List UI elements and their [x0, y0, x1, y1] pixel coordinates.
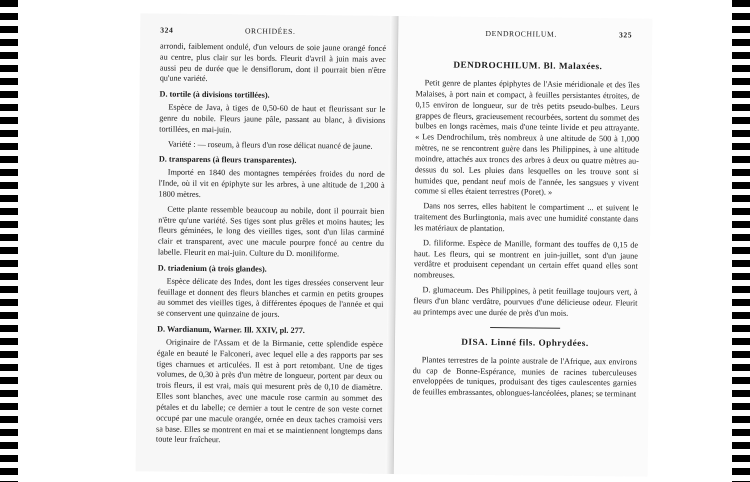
species-heading: D. triadenium (à trois glandes).: [157, 263, 267, 274]
genus-heading: DISA. Linné fils. Ophrydées.: [461, 336, 589, 348]
species-entry: D. filiforme. Espèce de Manille, formant des touffes de 0,15 de haut. Les fleurs, qui se montrent en juin-juillet, sont d'un jaune verdâtre et produisent cependant un certain effet quand elles sont nombreuses.: [413, 238, 639, 280]
left-page-number: 324: [160, 25, 174, 35]
right-page: [394, 16, 653, 477]
genus-heading: DENDROCHILUM. Bl. Malaxées.: [453, 59, 603, 72]
right-frame-strip: [732, 0, 750, 482]
left-page: [136, 13, 399, 474]
paragraph: Espèce délicate des Indes, dont les tiges dressées conservent leur feuillage et donnent des fleurs blanches et carmin en petits groupes au sommet des vieilles tiges, à différentes époques de l'année et qui se conservent une quinzaine de jours.: [157, 276, 384, 320]
right-running-head: DENDROCHILUM.: [485, 28, 557, 39]
paragraph: arrondi, faiblement ondulé, d'un velours de soie jaune orangé foncé au centre, plus clair sur les bords. Fleurit d'avril à juin mais avec aussi peu de durée que le densiflorum, dont il pourrait bien n'être qu'une variété.: [159, 41, 387, 84]
paragraph: Importé en 1840 des montagnes tempérées froides du nord de l'Inde, où il vit en épiphyte sur les arbres, à une altitude de 1,200 à 1800 mètres.: [158, 167, 385, 199]
paragraph: Variété : — roseum, à fleurs d'un rose délicat nuancé de jaune.: [168, 139, 373, 151]
left-page-body: [156, 42, 386, 453]
paragraph: Espèce de Java, à tiges de 0,50-60 de haut et fleurissant sur le genre du nobile. Fleurs jaune pâle, passant au blanc, à divisions tortillées, en mai-juin.: [159, 102, 386, 135]
left-frame-strip: [0, 0, 18, 482]
paragraph: Plantes terrestres de la pointe australe de l'Afrique, aux environs du cap de Bonne-Espérance, munies de racines tuberculeuses enveloppées de tuniques, produisant des tiges caulescentes garnies de feuilles embrassantes, oblongues-lancéolées, planes; se terminant: [412, 354, 637, 399]
species-entry: D. glumaceum. Des Philippines, à petit feuillage toujours vert, à fleurs d'un blanc verdâtre, pourvues d'une délicieuse odeur. Fleurit au printemps avec une durée de près d'un mois.: [413, 285, 638, 318]
paragraph: Dans nos serres, elles habitent le compartiment ... et suivent le traitement des Burlingtonia, mais avec une humidité constante dans les matériaux de plantation.: [414, 201, 639, 234]
paragraph: Cette plante ressemble beaucoup au nobile, dont il pourrait bien n'être qu'une variété. Ses tiges sont plus grêles et moins hautes; les fleurs géminées, le long des vieilles tiges, sont d'un lilas carminé clair et transparent, avec une macule pourpre foncé au centre du labelle. Fleurit en mai-juin. Culture du D. moniliforme.: [157, 204, 385, 259]
left-header: [160, 25, 380, 36]
paragraph: Originaire de l'Assam et de la Birmanie, cette splendide espèce égale en beauté le Falconeri, avec lequel elle a des rapports par ses tiges charnues et articulées. Il est à port retombant. Une de tiges volumes, de 0,30 à près d'un mètre de longueur, portent par deux ou trois fleurs, il est vrai, mais qui mesurent près de 0,10 de diamètre. Elles sont blanches, avec une macule rose carmin au sommet des pétales et du labelle; ce dernier a tout le centre de son veste cornet occupé par une macule orangée, ornée en deux taches cramoisi vers sa base. Elles se montrent en mai et se maintiennent longtemps dans toute leur fraîcheur.: [155, 337, 384, 445]
species-heading: D. tortile (à divisions tortillées).: [159, 89, 270, 101]
right-page-number: 325: [618, 30, 633, 40]
section-divider: [490, 327, 560, 329]
species-heading: D. transparens (à fleurs transparentes).: [158, 154, 297, 166]
left-running-head: ORCHIDÉES.: [244, 26, 296, 36]
right-header: [410, 28, 633, 40]
paragraph: Petit genre de plantes épiphytes de l'Asie méridionale et des îles Malaises, à port nain et compact, à feuilles persistantes étroites, de 0,15 environ de longueur, sur de très petits pseudo-bulbes. Leurs grappes de fleurs, gracieusement recourbées, sortent du sommet des bulbes en longs racèmes, mais d'une teinte livide et peu attrayante. « Les Dendrochilum, très nombreux à une altitude de 500 à 1,000 mètres, ne se rencontrent guère dans les Philippines, à une altitude moindre, attachés aux troncs des arbres à deux ou quatre mètres au-dessus du sol. Les pluies dans lesquelles on les trouve sont si humides que, pendant neuf mois de l'année, les sangsues y vivent comme si elles étaient terrestres (Poret). »: [414, 78, 640, 198]
right-page-body: [412, 52, 640, 404]
species-heading: D. Wardianum, Warner. Ill. XXIV, pl. 277.: [157, 324, 305, 336]
book-spread: [136, 13, 653, 476]
